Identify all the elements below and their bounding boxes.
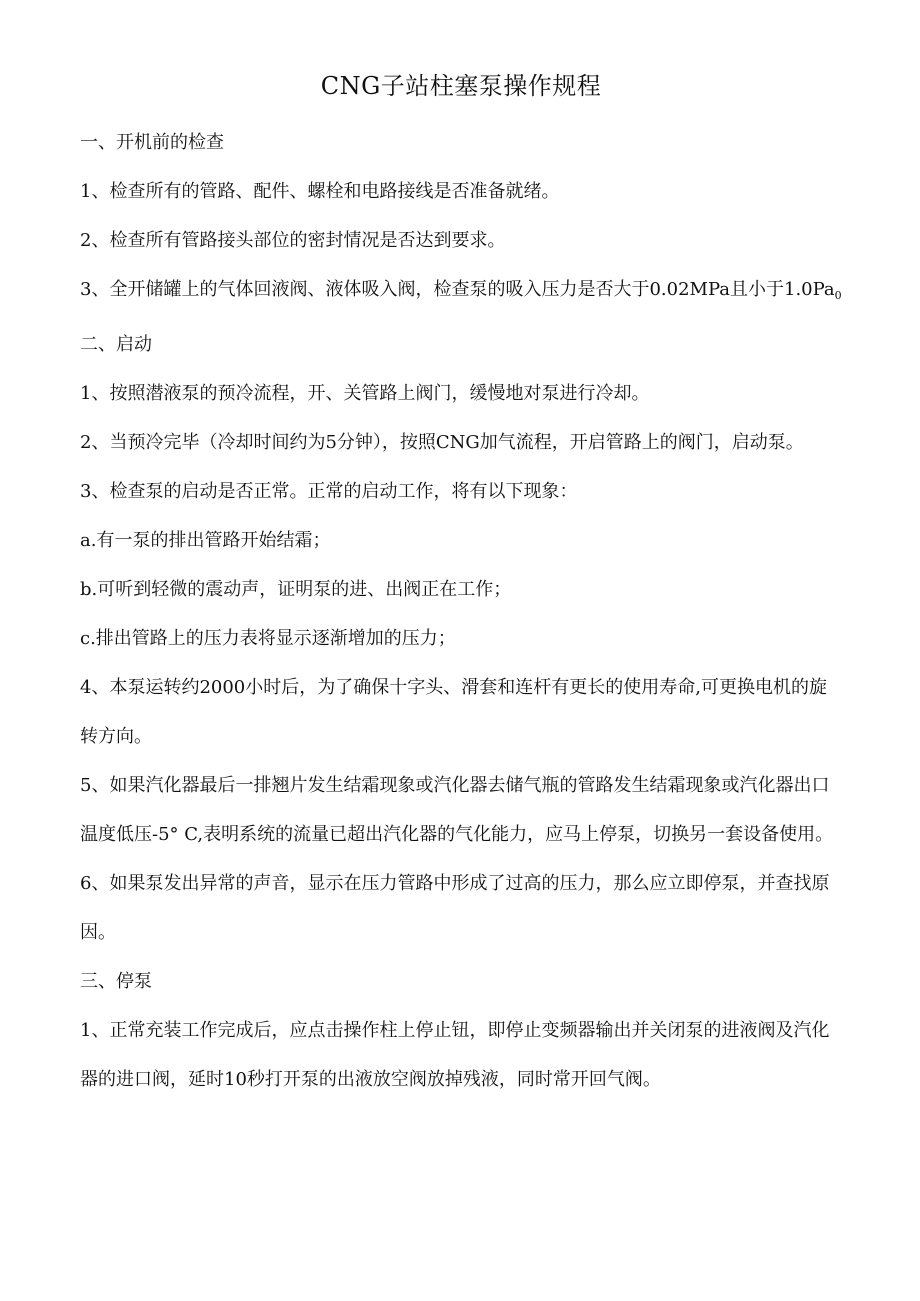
list-item: 2、当预冷完毕（冷却时间约为5分钟），按照CNG加气流程，开启管路上的阀门，启动泵。 [80,432,804,453]
subscript-text: 0 [834,289,842,302]
section-heading-pre-start-check: 一、开机前的检查 [80,132,224,153]
list-item: c.排出管路上的压力表将显示逐渐增加的压力； [80,628,456,649]
list-item: 1、按照潜液泵的预冷流程，开、关管路上阀门，缓慢地对泵进行冷却。 [80,383,650,404]
list-item: 2、检查所有管路接头部位的密封情况是否达到要求。 [80,230,506,251]
section-heading-start: 二、启动 [80,334,152,355]
list-item: 6、如果泵发出异常的声音，显示在压力管路中形成了过高的压力，那么应立即停泵，并查找原因。 [80,873,830,943]
section-heading-stop: 三、停泵 [80,971,152,992]
list-item: a.有一泵的排出管路开始结霜； [80,530,331,551]
list-item: 1、检查所有的管路、配件、螺栓和电路接线是否准备就绪。 [80,181,560,202]
list-item: 1、正常充装工作完成后，应点击操作柱上停止钮，即停止变频器输出并关闭泵的进液阀及汽化器的进口阀，延时10秒打开泵的出液放空阀放掉残液，同时常开回气阀。 [80,1020,830,1090]
list-item [80,265,842,320]
list-item: 3、检查泵的启动是否正常。正常的启动工作，将有以下现象： [80,481,578,502]
list-item: b.可听到轻微的震动声，证明泵的进、出阀正在工作； [80,579,512,600]
document-body [80,118,842,1104]
list-item: 4、本泵运转约2000小时后，为了确保十字头、滑套和连杆有更长的使用寿命,可更换电机的旋转方向。 [80,677,827,747]
document-title: CNG子站柱塞泵操作规程 [320,72,602,100]
list-item: 5、如果汽化器最后一排翘片发生结霜现象或汽化器去储气瓶的管路发生结霜现象或汽化器出口温度低压-5° C,表明系统的流量已超出汽化器的气化能力，应马上停泵，切换另一套设备使用。 [80,775,834,845]
list-item-text: 3、全开储罐上的气体回液阀、液体吸入阀，检查泵的吸入压力是否大于0.02MPa且小于1.0Pa [80,279,835,300]
